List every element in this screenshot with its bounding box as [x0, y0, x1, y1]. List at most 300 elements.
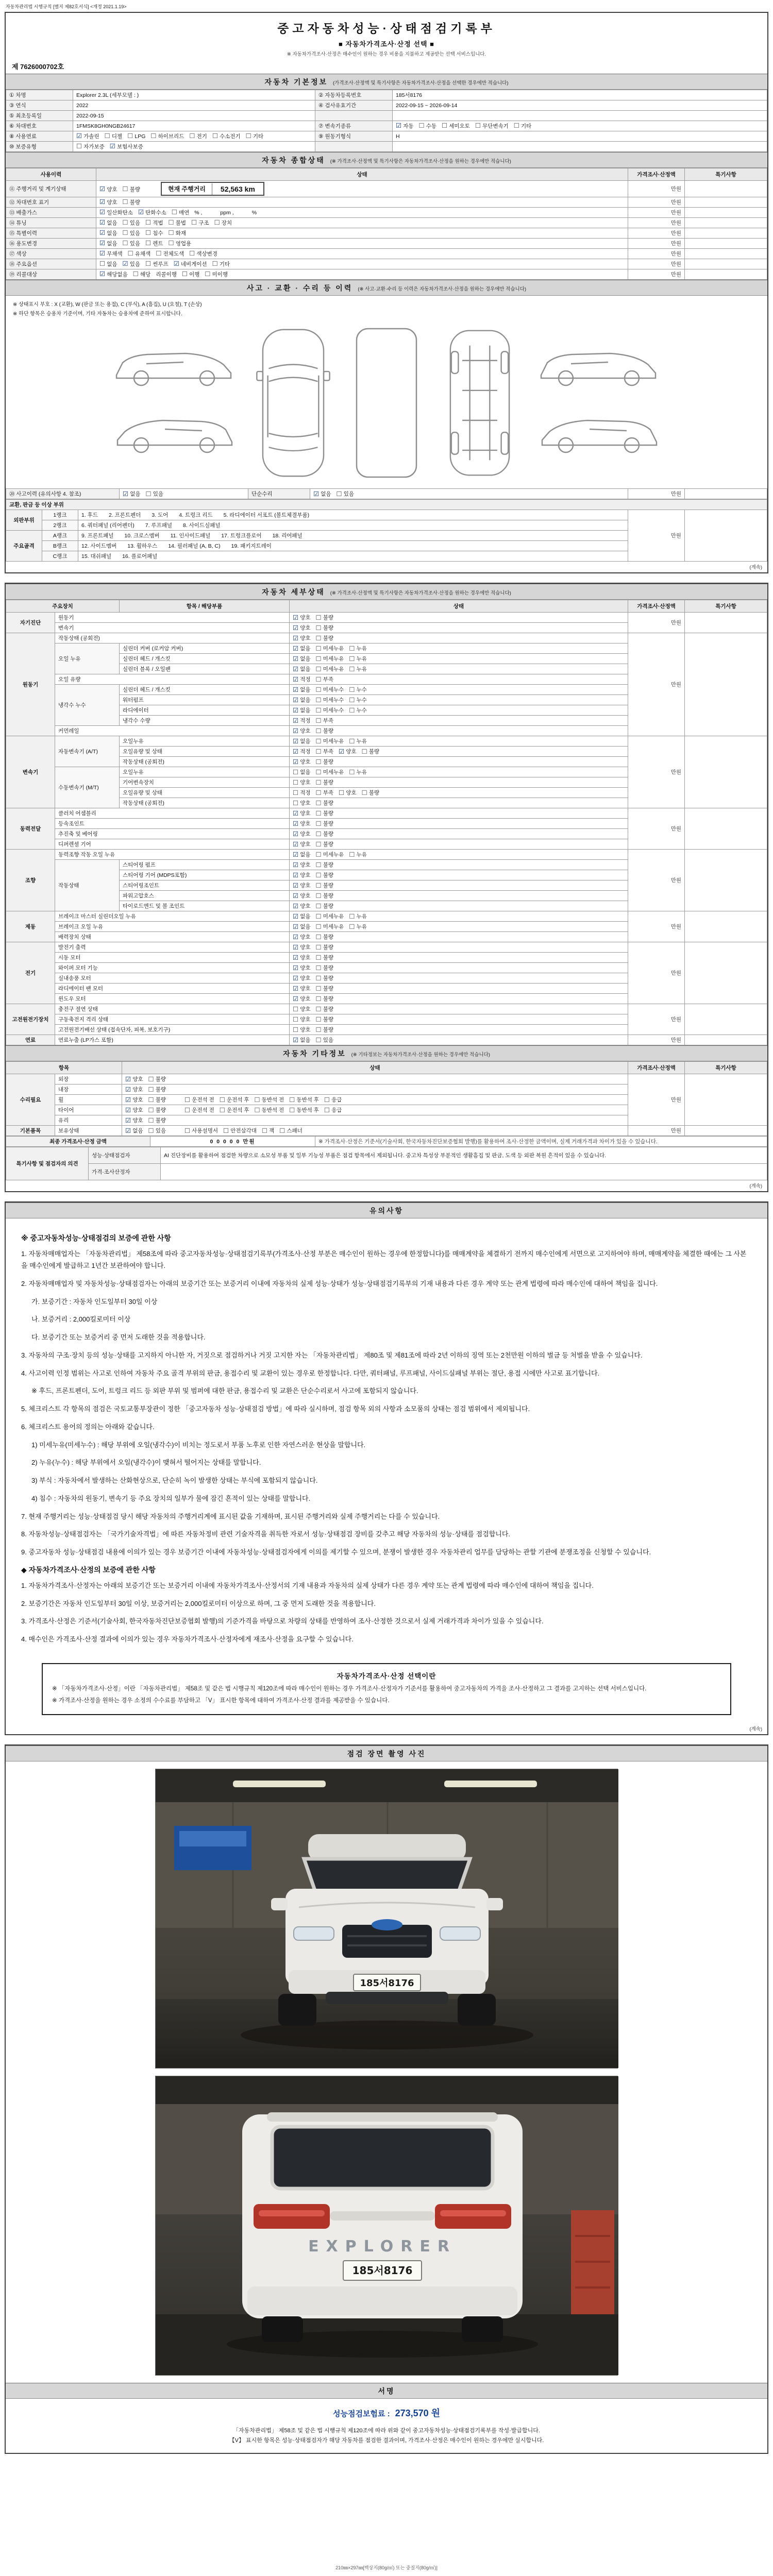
checkbox-미세누수[interactable]	[316, 706, 344, 714]
checkbox-미세누유[interactable]	[316, 768, 344, 776]
checkbox-사용설명서[interactable]	[184, 1127, 218, 1134]
checkbox-불량[interactable]	[316, 758, 334, 766]
unchecked-box-icon: ☐	[189, 132, 195, 140]
usage-history-label: ⑬ 배출가스	[6, 208, 96, 218]
device-group-label: 자기진단	[6, 613, 55, 633]
checkbox-불량[interactable]	[316, 985, 334, 992]
checkbox-있음[interactable]	[316, 1036, 334, 1044]
checkbox-양호[interactable]	[293, 799, 311, 807]
checkbox-누수[interactable]	[349, 706, 367, 714]
checkbox-동반석 전[interactable]	[254, 1106, 284, 1114]
checkbox-label: 양호	[300, 1016, 311, 1023]
checkbox-양호[interactable]	[293, 778, 311, 786]
checkbox-불량[interactable]	[316, 727, 334, 735]
checkbox-없음[interactable]	[293, 737, 311, 745]
etc-table	[6, 1061, 767, 1136]
checkbox-양호[interactable]	[293, 1015, 311, 1023]
appraiser-opinion-text	[161, 1164, 767, 1180]
checkbox-전기[interactable]	[189, 132, 207, 140]
checkbox-미세누유[interactable]	[316, 912, 344, 920]
checkbox-전체도색[interactable]	[156, 250, 184, 258]
checkbox-미세누유[interactable]	[316, 645, 344, 652]
notice-item: 4. 사고이력 인정 범위는 사고로 인하여 자동차 주요 골격 부위의 판금, 용접수리 및 교환이 있는 경우로 한정합니다. 다만, 쿼터패널, 루프패널, 사이드실패널 부위는 절단, 용접 시에만 사고로 표기합니다.	[21, 1369, 600, 1377]
checkbox-양호[interactable]	[293, 943, 311, 951]
checkbox-기타[interactable]	[514, 122, 532, 130]
detail-header-row	[6, 600, 767, 613]
unchecked-box-icon: ☐	[168, 219, 174, 227]
checkbox-양호[interactable]	[293, 830, 311, 838]
unchecked-box-icon: ☐	[293, 789, 299, 796]
checkbox-없음[interactable]	[293, 665, 311, 673]
checkbox-누유[interactable]	[349, 655, 367, 663]
checkbox-적정[interactable]	[293, 789, 311, 796]
checkbox-부족[interactable]	[316, 675, 334, 683]
checkbox-양호[interactable]	[293, 634, 311, 642]
checkbox-불량[interactable]	[148, 1116, 166, 1124]
checkbox-불량[interactable]	[316, 830, 334, 838]
unchecked-box-icon: ☐	[219, 1106, 225, 1114]
device-group-label: 제동	[6, 911, 55, 942]
checkbox-매연[interactable]	[172, 209, 190, 216]
checkbox-label: 불량	[155, 1097, 166, 1104]
checkbox-label: 양호	[107, 186, 117, 193]
checkbox-동반석 후[interactable]	[289, 1096, 319, 1104]
checkbox-label: 스패너	[287, 1128, 303, 1134]
checkbox-있음[interactable]	[337, 490, 355, 498]
checkbox-양호[interactable]	[99, 185, 117, 193]
checkbox-불량[interactable]	[316, 902, 334, 910]
state-cell	[290, 767, 628, 777]
checkbox-양호[interactable]	[293, 861, 311, 869]
unchecked-box-icon: ☐	[349, 912, 355, 920]
checkbox-미세누유[interactable]	[316, 665, 344, 673]
checkbox-양호[interactable]	[339, 789, 357, 796]
checkbox-불량[interactable]	[316, 954, 334, 961]
checkbox-양호[interactable]	[293, 933, 311, 941]
note-cell	[685, 736, 767, 808]
unchecked-box-icon: ☐	[127, 132, 133, 140]
checkbox-label: 미이행	[212, 272, 228, 278]
item-label: 파워고압호스	[120, 891, 290, 901]
checkbox-없음[interactable]	[293, 655, 311, 663]
checkbox-양호[interactable]	[293, 727, 311, 735]
checkbox-미세누유[interactable]	[316, 923, 344, 930]
unchecked-box-icon: ☐	[315, 923, 322, 930]
checkbox-해당없음[interactable]	[99, 270, 128, 278]
checkbox-불량[interactable]	[148, 1075, 166, 1083]
checkbox-수소전기[interactable]	[212, 132, 241, 140]
unchecked-box-icon: ☐	[148, 1086, 154, 1093]
checkbox-불량[interactable]	[316, 840, 334, 848]
checkbox-해당[interactable]	[133, 270, 151, 278]
checkbox-무단변속기[interactable]	[475, 122, 509, 130]
checkbox-색상변경[interactable]	[189, 250, 217, 258]
checkbox-label: 불량	[323, 615, 334, 621]
state-cell	[290, 1035, 628, 1045]
checkbox-없음[interactable]	[99, 240, 117, 247]
checked-box-icon: ☑	[293, 614, 299, 621]
checkbox-양호[interactable]	[293, 882, 311, 889]
unchecked-box-icon: ☐	[315, 706, 322, 714]
checkbox-침수[interactable]	[145, 229, 163, 237]
checkbox-있음[interactable]	[123, 229, 141, 237]
checkbox-양호[interactable]	[125, 1096, 143, 1104]
checkbox-썬루프[interactable]	[145, 260, 169, 268]
checkbox-불량[interactable]	[123, 185, 141, 193]
insurance-fee-label: 성능점검보험료 :	[332, 2410, 390, 2419]
checkbox-불량[interactable]	[316, 882, 334, 889]
checkbox-양호[interactable]	[293, 820, 311, 827]
state-cell	[96, 228, 628, 239]
checkbox-세미오토[interactable]	[442, 122, 470, 130]
unchecked-box-icon: ☐	[349, 696, 355, 704]
price-cell: 만원	[628, 1074, 685, 1126]
checkbox-없음[interactable]	[293, 696, 311, 704]
checkbox-label: 잭	[269, 1128, 275, 1134]
checkbox-일산화탄소[interactable]	[99, 209, 133, 216]
checkbox-label: 양호	[107, 199, 117, 206]
checkbox-있음[interactable]	[123, 219, 141, 227]
unchecked-box-icon: ☐	[315, 768, 322, 776]
checkbox-있음[interactable]	[148, 1127, 166, 1134]
item-label: 워터펌프	[120, 695, 290, 705]
state-cell	[290, 716, 628, 726]
checkbox-양호[interactable]	[293, 614, 311, 621]
checkbox-유채색[interactable]	[128, 250, 151, 258]
checkbox-영업용[interactable]	[169, 240, 192, 247]
col-state: 상태	[96, 168, 628, 181]
checkbox-이행[interactable]	[182, 270, 200, 278]
note-cell	[684, 510, 767, 562]
checkbox-화재[interactable]	[169, 229, 187, 237]
checkbox-불량[interactable]	[316, 943, 334, 951]
checkbox-미세누유[interactable]	[316, 737, 344, 745]
signature-title-bar	[6, 2383, 767, 2399]
checkbox-label: 불량	[323, 1027, 334, 1033]
checkbox-적정[interactable]	[293, 717, 311, 724]
panel-rank-table	[6, 499, 767, 562]
notice-item: 4) 침수 : 자동차의 원동기, 변속기 등 주요 장치의 일부가 물에 잠긴 흔적이 있는 상태를 말합니다.	[31, 1494, 311, 1502]
item-label: 원동기	[55, 613, 290, 623]
checked-box-icon: ☑	[99, 209, 106, 216]
checkbox-양호[interactable]	[125, 1075, 143, 1083]
checkbox-label: 무단변속기	[482, 123, 509, 129]
item-label: 오일유량 및 상태	[120, 788, 290, 798]
checkbox-탄화수소[interactable]	[138, 209, 166, 216]
checkbox-가솔린[interactable]	[76, 132, 99, 140]
checkbox-불량[interactable]	[316, 614, 334, 621]
checkbox-안전삼각대[interactable]	[223, 1127, 257, 1134]
checkbox-미세누수[interactable]	[316, 696, 344, 704]
checkbox-LPG[interactable]	[127, 133, 145, 140]
checkbox-없음[interactable]	[99, 219, 117, 227]
checkbox-누유[interactable]	[349, 923, 367, 930]
checkbox-없음[interactable]	[293, 912, 311, 920]
checkbox-label: 없음	[300, 913, 311, 920]
unchecked-box-icon: ☐	[442, 122, 448, 130]
checkbox-불량[interactable]	[316, 809, 334, 817]
checkbox-label: 불량	[323, 883, 334, 889]
checkbox-없음[interactable]	[293, 645, 311, 652]
price-cell: 만원	[628, 228, 685, 239]
state-cell	[96, 208, 628, 218]
checkbox-label: 동반석 전	[261, 1097, 284, 1104]
rank-items: 12. 사이드멤버 13. 휠하우스 14. 필러패널 (A, B, C) 19. 패키지트레이	[78, 541, 628, 551]
checkbox-label: 양호	[300, 779, 311, 786]
checkbox-label: 없음	[300, 1037, 311, 1044]
checkbox-불량[interactable]	[362, 748, 380, 755]
checkbox-있음[interactable]	[123, 240, 141, 247]
checkbox-네비게이션[interactable]	[174, 260, 207, 268]
checkbox-불량[interactable]	[316, 892, 334, 900]
checkbox-불량[interactable]	[316, 995, 334, 1003]
checkbox-자가보증[interactable]	[76, 143, 105, 150]
checkbox-없음[interactable]	[293, 768, 311, 776]
checkbox-불량[interactable]	[148, 1106, 166, 1114]
item-label: 와이퍼 모터 기능	[55, 963, 290, 973]
checkbox-양호[interactable]	[99, 198, 117, 206]
checkbox-label: 없음	[300, 707, 311, 714]
checkbox-양호[interactable]	[293, 892, 311, 900]
checkbox-누수[interactable]	[349, 686, 367, 693]
checkbox-없음[interactable]	[293, 923, 311, 930]
checkbox-렌트[interactable]	[145, 240, 163, 247]
checkbox-label: 양호	[132, 1117, 143, 1124]
checked-box-icon: ☑	[293, 840, 299, 848]
checked-box-icon: ☑	[99, 270, 106, 278]
checkbox-label: 불량	[323, 955, 334, 961]
checkbox-부족[interactable]	[316, 789, 334, 796]
checkbox-label: 양호	[300, 615, 311, 621]
checkbox-없음[interactable]	[123, 490, 141, 498]
checkbox-불량[interactable]	[316, 933, 334, 941]
checkbox-없음[interactable]	[293, 851, 311, 858]
rear-wheel-right	[462, 2316, 503, 2342]
checkbox-적정[interactable]	[293, 748, 311, 755]
checkbox-불량[interactable]	[316, 1026, 334, 1033]
checkbox-양호[interactable]	[125, 1086, 143, 1093]
checkbox-없음[interactable]	[99, 229, 117, 237]
unchecked-box-icon: ☐	[76, 143, 82, 150]
checkbox-구조[interactable]	[191, 219, 209, 227]
checkbox-양호[interactable]	[293, 758, 311, 766]
checkbox-기타[interactable]	[212, 260, 230, 268]
unchecked-box-icon: ☐	[184, 1127, 191, 1134]
checkbox-적법[interactable]	[145, 219, 163, 227]
front-photo-illustration	[156, 1769, 618, 2068]
checkbox-없음[interactable]	[293, 706, 311, 714]
checkbox-없음[interactable]	[293, 1036, 311, 1044]
checkbox-없음[interactable]	[99, 260, 117, 268]
checkbox-양호[interactable]	[293, 995, 311, 1003]
unchecked-box-icon: ☐	[189, 250, 195, 258]
overall-row	[6, 218, 767, 228]
checkbox-하이브리드[interactable]	[150, 132, 184, 140]
checkbox-양호[interactable]	[293, 964, 311, 972]
checkbox-누유[interactable]	[349, 768, 367, 776]
detail-row	[6, 613, 767, 623]
unchecked-box-icon: ☐	[336, 490, 342, 498]
checkbox-불량[interactable]	[362, 789, 380, 796]
price-cell: 만원	[628, 197, 685, 208]
diagram-legend	[6, 296, 767, 319]
checkbox-디젤[interactable]	[105, 132, 123, 140]
unchecked-box-icon: ☐	[293, 1015, 299, 1023]
checkbox-누유[interactable]	[349, 665, 367, 673]
checkbox-불량[interactable]	[123, 198, 141, 206]
opinion-table	[6, 1147, 767, 1180]
checkbox-자동[interactable]	[396, 122, 414, 130]
checkbox-부족[interactable]	[316, 717, 334, 724]
section-title: 자동차 기타정보	[283, 1049, 346, 1058]
unchecked-box-icon: ☐	[315, 727, 322, 735]
ranks-body	[6, 500, 767, 562]
checkbox-없음[interactable]	[125, 1127, 143, 1134]
unchecked-box-icon: ☐	[315, 943, 322, 951]
checkbox-label: 없음	[300, 646, 311, 652]
rank-label: A랭크	[42, 531, 78, 541]
checkbox-누수[interactable]	[349, 696, 367, 704]
checkbox-응급[interactable]	[324, 1096, 342, 1104]
checkbox-불량[interactable]	[316, 871, 334, 879]
checkbox-label: 있음	[155, 1128, 166, 1134]
state-cell	[290, 839, 628, 850]
unchecked-box-icon: ☐	[156, 250, 162, 258]
checkbox-label: 누유	[356, 656, 367, 663]
checkbox-없음[interactable]	[293, 686, 311, 693]
checkbox-보험사보증[interactable]	[110, 143, 143, 150]
checkbox-동반석 후[interactable]	[289, 1106, 319, 1114]
checkbox-스패너[interactable]	[279, 1127, 303, 1134]
checkbox-양호[interactable]	[293, 902, 311, 910]
checked-box-icon: ☑	[293, 737, 299, 745]
checkbox-불량[interactable]	[148, 1096, 166, 1104]
checkbox-응급[interactable]	[324, 1106, 342, 1114]
checkbox-불량[interactable]	[316, 861, 334, 869]
checkbox-누유[interactable]	[349, 851, 367, 858]
item-label: 변속기	[55, 623, 290, 633]
basic-value: 2022	[73, 100, 315, 111]
checkbox-불량[interactable]	[316, 778, 334, 786]
checkbox-잭[interactable]	[262, 1127, 274, 1134]
checkbox-label: 기타	[219, 261, 230, 267]
checkbox-없음[interactable]	[313, 490, 331, 498]
item-label: 스티어링조인트	[120, 880, 290, 891]
unchecked-box-icon: ☐	[315, 954, 322, 961]
checked-box-icon: ☑	[173, 260, 179, 268]
notice-item: 3) 부식 : 자동차에서 발생하는 산화현상으로, 단순히 녹이 발생한 상태는 부식에 포함되지 않습니다.	[31, 1477, 318, 1484]
checkbox-운전석 전[interactable]	[184, 1106, 214, 1114]
checkbox-누유[interactable]	[349, 737, 367, 745]
checkbox-양호[interactable]	[293, 954, 311, 961]
checkbox-운전석 후[interactable]	[220, 1106, 249, 1114]
note-cell	[685, 239, 767, 249]
checkbox-미이행[interactable]	[205, 270, 228, 278]
section-summary	[5, 12, 768, 573]
checkbox-label: 양호	[346, 790, 357, 796]
notice-item: 8. 자동차성능·상태점검자는 「국가기술자격법」에 따른 자동차정비 관련 기술자격을 취득한 자로서 성능·상태점검 장비를 갖추고 해당 자동차의 성능·상태를 점검합니다.	[21, 1530, 511, 1538]
checkbox-적정[interactable]	[293, 675, 311, 683]
checkbox-누유[interactable]	[349, 912, 367, 920]
checkbox-불량[interactable]	[316, 1015, 334, 1023]
checkbox-양호[interactable]	[293, 1005, 311, 1013]
checkbox-label: 불량	[323, 810, 334, 817]
checkbox-양호[interactable]	[293, 985, 311, 992]
checkbox-양호[interactable]	[293, 624, 311, 632]
checkbox-양호[interactable]	[125, 1106, 143, 1114]
checkbox-label: 전기	[196, 133, 207, 140]
unchecked-box-icon: ☐	[324, 1106, 330, 1114]
checkbox-장치[interactable]	[214, 219, 232, 227]
checkbox-운전석 전[interactable]	[184, 1096, 214, 1104]
item-label: 발전기 출력	[55, 942, 290, 953]
checkbox-양호[interactable]	[293, 1026, 311, 1033]
unchecked-box-icon: ☐	[349, 665, 355, 673]
checkbox-기타[interactable]	[246, 132, 264, 140]
checkbox-미세누수[interactable]	[316, 686, 344, 693]
checkbox-label: 없음	[300, 852, 311, 858]
checkbox-label: 없음	[107, 241, 117, 247]
checkbox-양호[interactable]	[293, 871, 311, 879]
checkbox-운전석 후[interactable]	[220, 1096, 249, 1104]
legal-footer-line: 【V】 표시한 항목은 성능·상태점검자가 해당 자동차를 점검한 결과이며, 가격조사·산정은 매수인이 원하는 경우에만 실시합니다.	[229, 2437, 544, 2444]
checkbox-불량[interactable]	[316, 964, 334, 972]
checkbox-동반석 전[interactable]	[254, 1096, 284, 1104]
checkbox-무채색[interactable]	[99, 250, 123, 258]
checked-box-icon: ☑	[99, 240, 106, 247]
checkbox-불량[interactable]	[316, 634, 334, 642]
checkbox-label: 불량	[323, 965, 334, 972]
col-note: 특기사항	[685, 600, 767, 613]
checked-box-icon: ☑	[293, 758, 299, 766]
checkbox-label: 불량	[155, 1117, 166, 1124]
checkbox-있음[interactable]	[123, 260, 141, 268]
state-cell	[290, 633, 628, 643]
checkbox-양호[interactable]	[339, 748, 357, 755]
checkbox-label: 불량	[323, 934, 334, 941]
checkbox-불법[interactable]	[169, 219, 187, 227]
checkbox-양호[interactable]	[293, 840, 311, 848]
unchecked-box-icon: ☐	[148, 1116, 154, 1124]
unchecked-box-icon: ☐	[223, 1127, 229, 1134]
checkbox-수동[interactable]	[419, 122, 437, 130]
item-label: 동력조향 작동 오일 누유	[55, 850, 290, 860]
unchecked-box-icon: ☐	[315, 820, 322, 827]
checkbox-불량[interactable]	[316, 820, 334, 827]
checkbox-누유[interactable]	[349, 645, 367, 652]
unchecked-box-icon: ☐	[315, 995, 322, 1003]
checkbox-있음[interactable]	[146, 490, 164, 498]
checkbox-미세누유[interactable]	[316, 655, 344, 663]
checkbox-불량[interactable]	[316, 624, 334, 632]
checkbox-부족[interactable]	[316, 748, 334, 755]
section-title: 자동차 기본정보	[264, 78, 328, 86]
checkbox-양호[interactable]	[125, 1116, 143, 1124]
checkbox-불량[interactable]	[316, 799, 334, 807]
notice-item: 9. 중고자동차 성능·상태점검 내용에 이의가 있는 경우 보증기간 이내에 자동차성능·상태점검자에게 이의를 제기할 수 있으며, 분쟁이 발생한 경우 자동차관리 업무를 담당하는 관할 기관에 분쟁조정을 신청할 수 있습니다.	[21, 1548, 651, 1556]
checkbox-미세누유[interactable]	[316, 851, 344, 858]
unchecked-box-icon: ☐	[181, 270, 188, 278]
checkbox-양호[interactable]	[293, 974, 311, 982]
checkbox-불량[interactable]	[148, 1086, 166, 1093]
checkbox-불량[interactable]	[316, 974, 334, 982]
rank-label: 2랭크	[42, 520, 78, 531]
checkbox-양호[interactable]	[293, 809, 311, 817]
basic-value	[393, 121, 767, 131]
checkbox-불량[interactable]	[316, 1005, 334, 1013]
checked-box-icon: ☑	[122, 260, 128, 268]
unchecked-box-icon: ☐	[191, 219, 197, 227]
